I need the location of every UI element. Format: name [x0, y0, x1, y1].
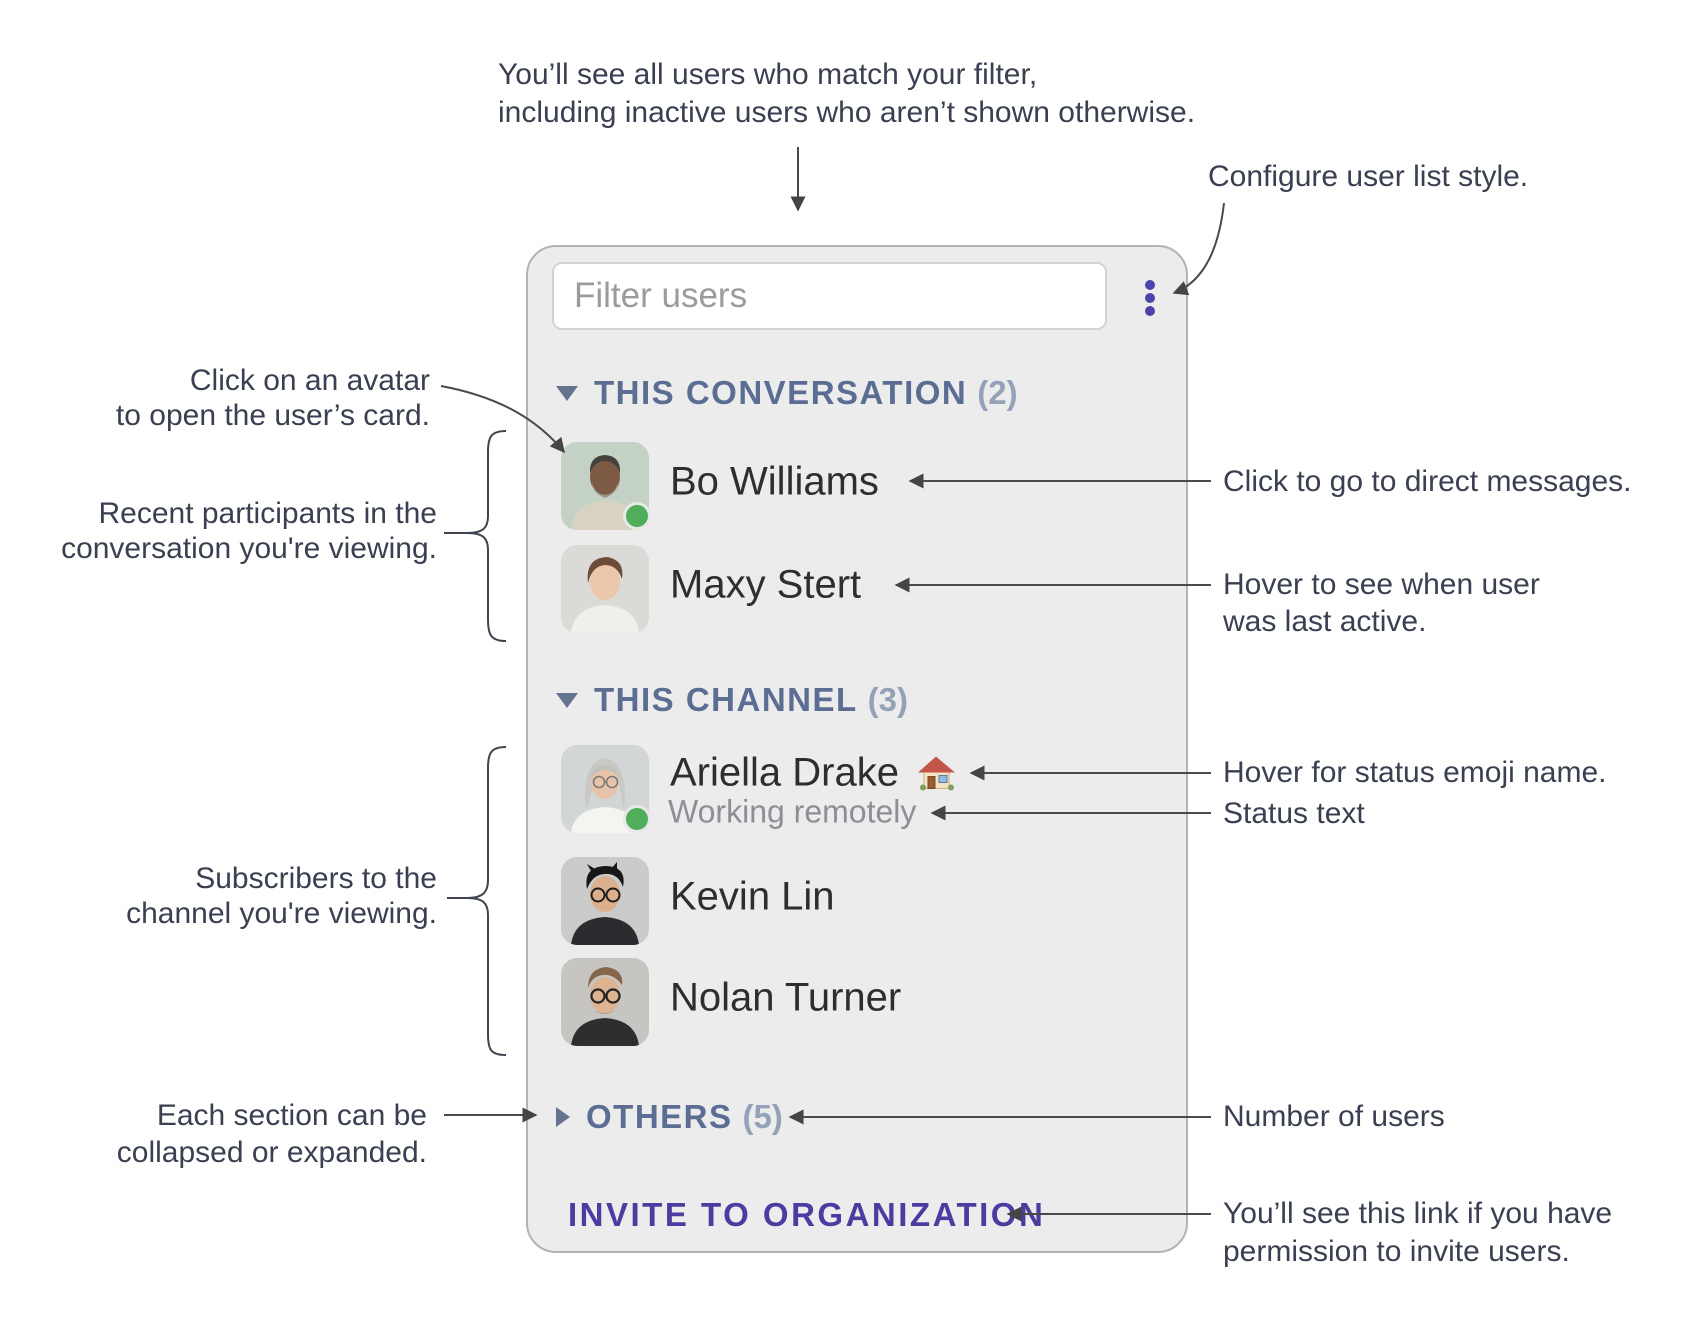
section-label: THIS CHANNEL: [594, 681, 858, 718]
annotation-avatar-click: [116, 363, 430, 433]
annotation-subscribers: [126, 861, 437, 931]
user-name-text: Ariella Drake: [670, 750, 899, 795]
avatar-kevin-lin[interactable]: [561, 857, 649, 945]
annotation-line: permission to invite users.: [1223, 1235, 1570, 1268]
user-status-text: Working remotely: [668, 793, 917, 830]
user-name[interactable]: Maxy Stert: [670, 562, 862, 607]
annotation-line: You’ll see all users who match your filter,: [498, 58, 1038, 91]
invite-to-organization-link[interactable]: INVITE TO ORGANIZATION: [568, 1196, 1046, 1233]
section-count: (3): [867, 681, 909, 718]
annotation-line: was last active.: [1223, 605, 1427, 638]
annotation-line: Hover to see when user: [1223, 568, 1540, 601]
annotation-line: You’ll see this link if you have: [1223, 1197, 1613, 1230]
annotation-emoji-name: Hover for status emoji name.: [1223, 756, 1607, 789]
annotation-direct-messages: Click to go to direct messages.: [1223, 465, 1632, 498]
triangle-down-icon: [556, 386, 578, 401]
user-row-bo-williams[interactable]: [561, 442, 1151, 530]
avatar-bo-williams[interactable]: [561, 442, 649, 530]
section-label: THIS CONVERSATION: [594, 374, 968, 411]
annotation-filter-note: [498, 56, 1195, 132]
annotation-line: Recent participants in the: [98, 497, 437, 530]
user-row-kevin-lin[interactable]: [561, 857, 1151, 945]
annotation-line: conversation you're viewing.: [61, 532, 437, 565]
annotation-line: Click on an avatar: [189, 364, 430, 397]
triangle-right-icon: [556, 1107, 570, 1127]
section-header-others[interactable]: [556, 1097, 783, 1137]
annotation-line: Each section can be: [156, 1099, 427, 1132]
kebab-menu-icon: [1145, 293, 1155, 303]
user-row-nolan-turner[interactable]: [561, 958, 1151, 1046]
avatar-maxy-stert[interactable]: [561, 545, 649, 633]
annotation-configure: Configure user list style.: [1208, 160, 1529, 193]
annotation-line: Subscribers to the: [195, 862, 437, 895]
user-list-menu-button[interactable]: [1126, 271, 1174, 325]
presence-dot-online: [623, 502, 651, 530]
avatar-photo: [561, 958, 649, 1046]
avatar-nolan-turner[interactable]: [561, 958, 649, 1046]
filter-users-input[interactable]: [552, 262, 1107, 330]
annotation-recent-participants: [61, 496, 437, 566]
triangle-down-icon: [556, 693, 578, 708]
avatar-ariella-drake[interactable]: [561, 745, 649, 833]
section-label: OTHERS: [586, 1098, 733, 1135]
brace-subscribers: [467, 747, 506, 1055]
annotation-line: including inactive users who aren’t shown otherwise.: [498, 96, 1196, 129]
annotation-status-text: Status text: [1223, 797, 1365, 830]
annotation-line: channel you're viewing.: [126, 897, 437, 930]
user-name[interactable]: Nolan Turner: [670, 975, 902, 1020]
section-header-this-channel[interactable]: [556, 680, 908, 720]
section-count: (5): [742, 1098, 783, 1135]
annotation-collapse: [117, 1097, 427, 1171]
user-name[interactable]: Bo Williams: [670, 459, 879, 504]
user-row-ariella-drake[interactable]: [561, 745, 1151, 833]
user-name[interactable]: Kevin Lin: [670, 874, 835, 919]
annotation-user-count: Number of users: [1223, 1100, 1445, 1133]
annotation-last-active: [1223, 566, 1540, 640]
section-header-this-conversation[interactable]: [556, 373, 1018, 413]
section-count: (2): [977, 374, 1018, 411]
annotation-invite-permission: [1223, 1195, 1612, 1271]
brace-recent-participants: [467, 431, 506, 641]
user-row-maxy-stert[interactable]: [561, 545, 1151, 633]
avatar-photo: [561, 545, 649, 633]
presence-dot-online: [623, 805, 651, 833]
user-list-panel: [526, 245, 1188, 1253]
avatar-photo: [561, 857, 649, 945]
user-name[interactable]: [670, 751, 957, 796]
kebab-menu-icon: [1145, 306, 1155, 316]
house-status-emoji: [915, 752, 957, 794]
kebab-menu-icon: [1145, 280, 1155, 290]
annotation-line: to open the user’s card.: [115, 399, 430, 432]
annotation-line: collapsed or expanded.: [116, 1136, 427, 1169]
